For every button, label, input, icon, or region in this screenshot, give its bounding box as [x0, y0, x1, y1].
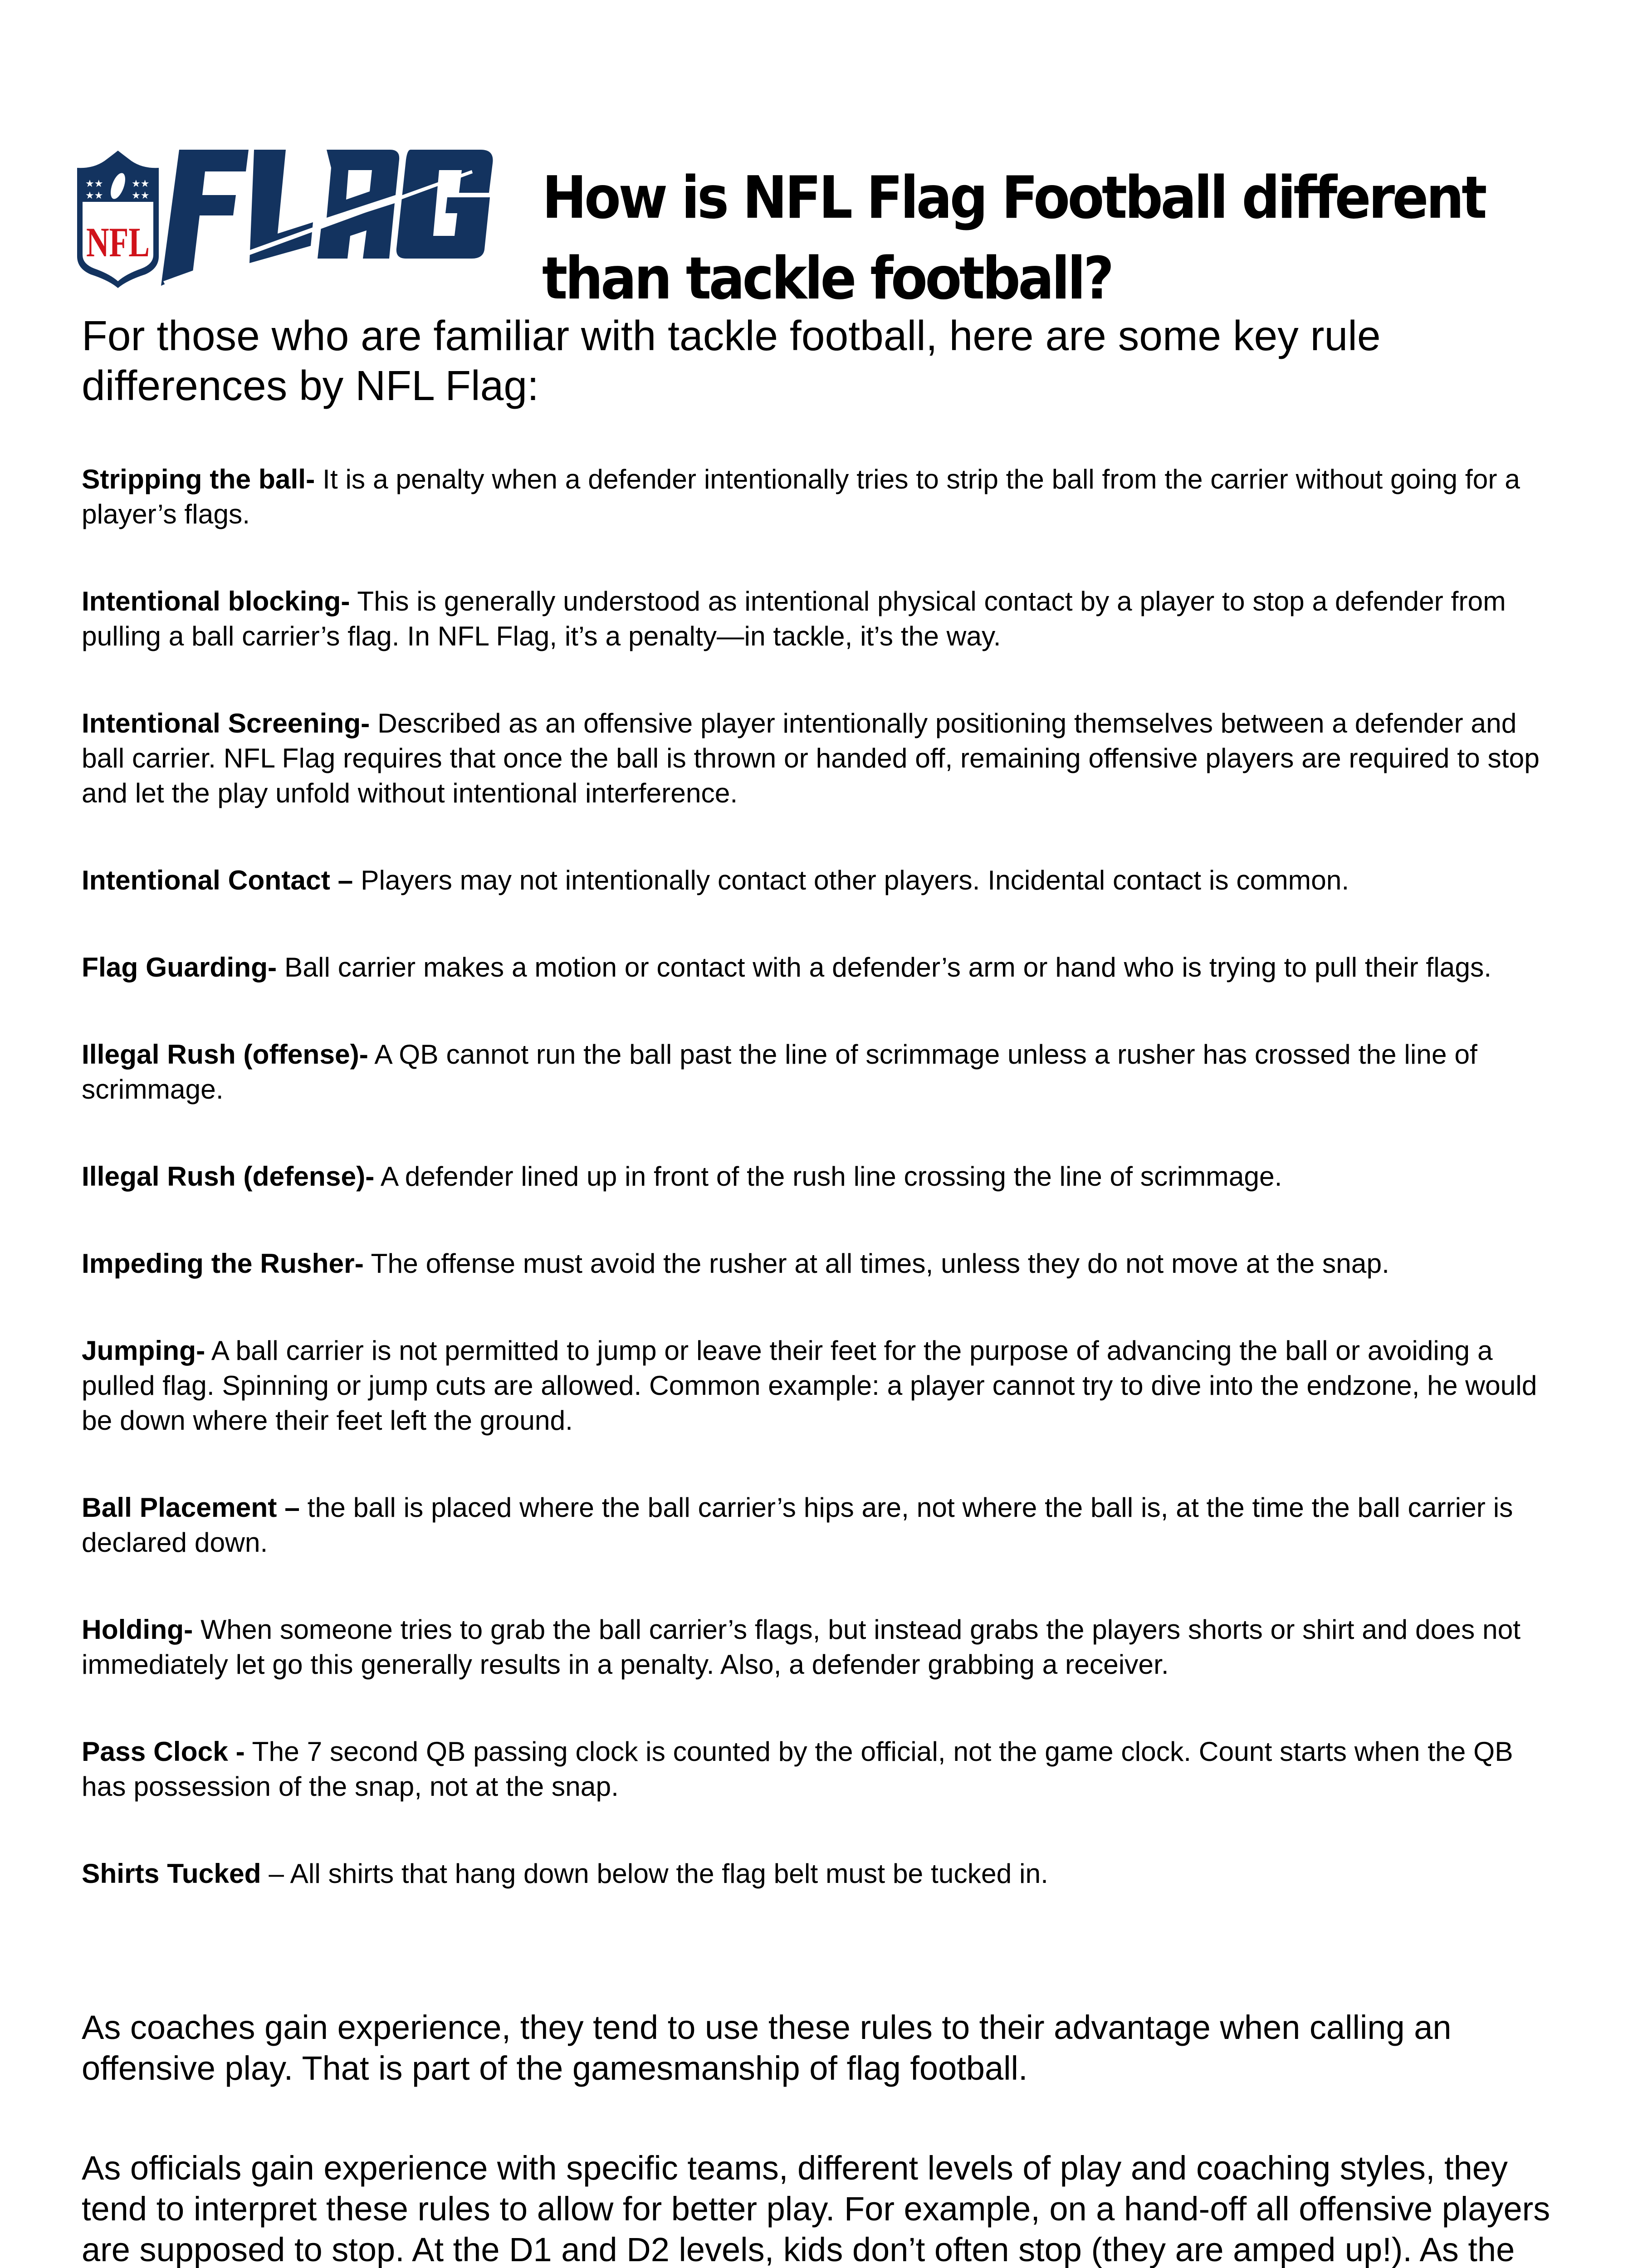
rule-item	[82, 1734, 1551, 1804]
rule-term: Illegal Rush (offense)-	[82, 1039, 368, 1070]
rule-text: The 7 second QB passing clock is counted by the official, not the game clock. Count starts when the QB has possession of the snap, not at the snap.	[82, 1736, 1513, 1802]
rule-text: the ball is placed where the ball carrier’s hips are, not where the ball is, at the time the ball carrier is declared down.	[82, 1492, 1513, 1558]
rules-list	[82, 462, 1551, 1891]
intro-paragraph: For those who are familiar with tackle football, here are some key rule differences by NFL Flag:	[82, 312, 1381, 409]
rule-item	[82, 1246, 1551, 1281]
rule-term: Shirts Tucked	[82, 1858, 261, 1889]
rule-item	[82, 1490, 1551, 1560]
nfl-flag-logo	[73, 150, 494, 295]
rule-term: Intentional Contact –	[82, 865, 353, 895]
rule-item	[82, 706, 1551, 811]
rule-item	[82, 1037, 1551, 1107]
nfl-shield-icon	[77, 151, 159, 288]
svg-text:NFL: NFL	[86, 219, 150, 265]
rule-item	[82, 1856, 1551, 1891]
rule-text: When someone tries to grab the ball carrier’s flags, but instead grabs the players shorts or shirt and does not immediately let go this generally results in a penalty. Also, a defender grabbing a receiver.	[82, 1614, 1521, 1680]
page-title-line-1: How is NFL Flag Football different	[542, 164, 1485, 232]
closing-paragraph-officials: As officials gain experience with specific teams, different levels of play and coaching styles, they tend to interpret these rules to allow for better play. For example, on a hand-off all offensive players are supposed to stop. At the D1 and D2 levels, kids don’t often stop (they are amped up!). As the	[82, 2149, 1550, 2268]
rule-term: Intentional Screening-	[82, 708, 370, 738]
page-title	[542, 158, 1502, 319]
svg-text:★★: ★★	[85, 190, 103, 201]
rule-item	[82, 1159, 1551, 1194]
svg-text:★★: ★★	[132, 190, 150, 201]
rule-item	[82, 863, 1551, 898]
rule-term: Jumping-	[82, 1335, 205, 1366]
rule-text: Players may not intentionally contact other players. Incidental contact is common.	[353, 865, 1349, 895]
rule-text: A QB cannot run the ball past the line of scrimmage unless a rusher has crossed the line of scrimmage.	[82, 1039, 1477, 1105]
rule-term: Pass Clock -	[82, 1736, 245, 1767]
page-title-line-2: than tackle football?	[542, 244, 1112, 313]
rule-text: It is a penalty when a defender intentionally tries to strip the ball from the carrier without going for a player’s flags.	[82, 464, 1520, 529]
flag-wordmark	[161, 150, 493, 286]
rule-text: A defender lined up in front of the rush line crossing the line of scrimmage.	[374, 1161, 1282, 1192]
rule-item	[82, 1333, 1551, 1438]
rule-term: Ball Placement –	[82, 1492, 300, 1523]
rule-term: Flag Guarding-	[82, 952, 277, 982]
rule-term: Holding-	[82, 1614, 193, 1645]
rule-term: Illegal Rush (defense)-	[82, 1161, 375, 1192]
rule-text: – All shirts that hang down below the flag belt must be tucked in.	[261, 1858, 1048, 1889]
rule-text: Ball carrier makes a motion or contact with a defender’s arm or hand who is trying to pull their flags.	[277, 952, 1492, 982]
rule-item	[82, 950, 1551, 985]
rule-text: The offense must avoid the rusher at all times, unless they do not move at the snap.	[363, 1248, 1389, 1279]
rule-item	[82, 584, 1551, 654]
rule-item	[82, 1612, 1551, 1682]
svg-text:★★: ★★	[85, 178, 103, 190]
rule-text: This is generally understood as intentional physical contact by a player to stop a defender from pulling a ball carrier’s flag. In NFL Flag, it’s a penalty—in tackle, it’s the way.	[82, 586, 1506, 651]
rule-term: Impeding the Rusher-	[82, 1248, 364, 1279]
svg-text:★★: ★★	[132, 178, 150, 190]
rule-term: Stripping the ball-	[82, 464, 315, 494]
rule-term: Intentional blocking-	[82, 586, 350, 616]
rule-item	[82, 462, 1551, 532]
rule-text: A ball carrier is not permitted to jump or leave their feet for the purpose of advancing the ball or avoiding a pulled flag. Spinning or jump cuts are allowed. Common example: a player cannot try to dive into the endzone, he would be down where their feet left the ground.	[82, 1335, 1537, 1436]
rule-text: Described as an offensive player intentionally positioning themselves between a defender and ball carrier. NFL Flag requires that once the ball is thrown or handed off, remaining offensive players are required to stop and let the play unfold without intentional interference.	[82, 708, 1540, 808]
closing-paragraph-coaches: As coaches gain experience, they tend to use these rules to their advantage when calling an offensive play. That is part of the gamesmanship of flag football.	[82, 2009, 1452, 2087]
nfl-flag-logo-graphic	[73, 150, 494, 295]
